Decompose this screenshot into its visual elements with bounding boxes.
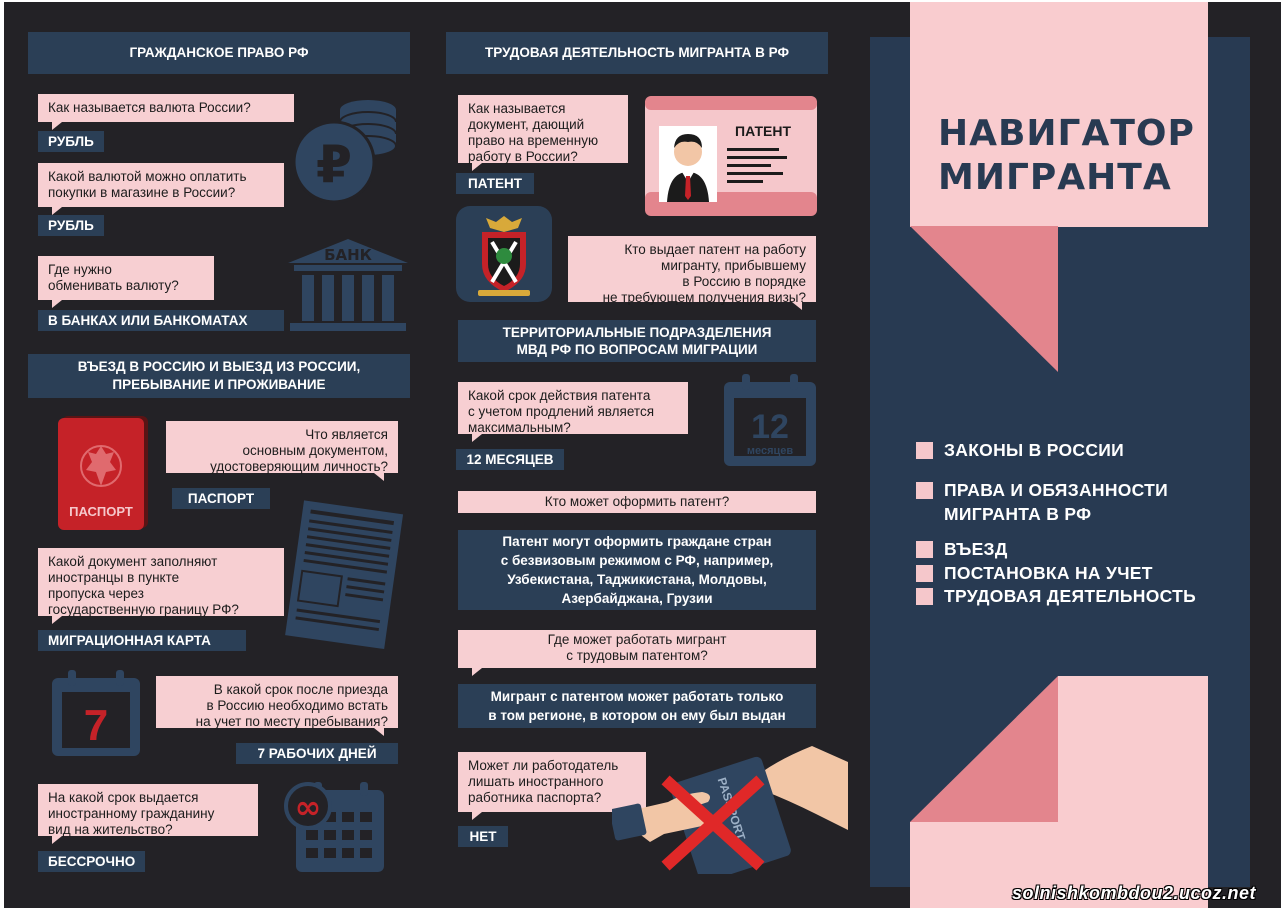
- question-bubble: [568, 236, 816, 305]
- answer-label: ПАТЕНТ: [456, 173, 534, 194]
- question-text-line: иностранцы в пункте: [48, 570, 180, 585]
- question-bubble: [38, 784, 258, 836]
- question-bubble: [38, 94, 294, 122]
- question-bubble: [458, 630, 816, 668]
- question-text-line: Как называется: [468, 101, 566, 116]
- question-text-line: документ, дающий: [468, 117, 585, 132]
- question-text-line: вид на жительство?: [48, 822, 173, 837]
- calendar-infinity-icon: [284, 778, 388, 876]
- question-text-line: На какой срок выдается: [48, 790, 199, 805]
- topic-label: ПРАВА И ОБЯЗАННОСТИ: [944, 480, 1169, 500]
- question-text-line: максимальным?: [468, 420, 571, 435]
- question-text-line: Какой документ заполняют: [48, 554, 218, 569]
- section-header-labor: [446, 32, 828, 74]
- answer-label: В БАНКАХ ИЛИ БАНКОМАТАХ: [38, 310, 284, 331]
- section-header-civil-law: [28, 32, 410, 74]
- cover-title-line: НАВИГАТОР: [938, 113, 1195, 154]
- watermark-text: solnishkombdou2.ucoz.net: [1012, 883, 1257, 903]
- question-bubble: [458, 95, 628, 163]
- topic-label: МИГРАНТА В РФ: [944, 504, 1092, 524]
- question-text-line: с трудовым патентом?: [566, 648, 708, 663]
- answer-block: [458, 530, 816, 610]
- cover-title: [938, 112, 1195, 200]
- question-bubble: [166, 421, 398, 473]
- topic-label: ПОСТАНОВКА НА УЧЕТ: [944, 563, 1153, 583]
- answer-label: РУБЛЬ: [38, 215, 104, 236]
- question-bubble: [458, 382, 688, 434]
- topic-bullet: [916, 442, 933, 459]
- question-text-line: работу в России?: [468, 149, 578, 164]
- question-text-line: основным документом,: [242, 443, 388, 458]
- question-bubble: [458, 491, 816, 513]
- answer-label: БЕССРОЧНО: [38, 851, 145, 872]
- cover-bottom-shape: [910, 676, 1210, 908]
- question-text-line: государственную границу РФ?: [48, 602, 239, 617]
- answer-label: НЕТ: [458, 826, 508, 847]
- mvd-emblem-icon: [456, 206, 552, 302]
- question-bubble: [38, 163, 284, 207]
- ruble-coins-icon: [294, 96, 406, 206]
- answer-text-line: МВД РФ ПО ВОПРОСАМ МИГРАЦИИ: [516, 342, 758, 357]
- answer-block: [458, 320, 816, 362]
- question-bubble: [38, 256, 214, 300]
- calendar-word: месяцев: [746, 445, 794, 457]
- answer-text-line: Узбекистана, Таджикистана, Молдовы,: [507, 572, 767, 587]
- answer-label: РУБЛЬ: [38, 131, 104, 152]
- svg-text:₽: ₽: [315, 135, 353, 195]
- topic-bullet: [916, 541, 933, 558]
- passport-icon: [58, 414, 150, 530]
- section-header-text: ПРЕБЫВАНИЕ И ПРОЖИВАНИЕ: [112, 377, 326, 392]
- bank-building-icon: [284, 237, 412, 333]
- cover-title-line: МИГРАНТА: [938, 157, 1172, 198]
- question-text-line: право на временную: [468, 133, 599, 148]
- answer-text-line: с безвизовым режимом с РФ, например,: [500, 553, 774, 568]
- calendar-number: 7: [83, 701, 109, 750]
- bank-sign-text: БАНК: [324, 246, 372, 264]
- question-text-line: работника паспорта?: [468, 790, 602, 805]
- answer-label: 12 МЕСЯЦЕВ: [456, 449, 564, 470]
- question-text-line: с учетом продлений является: [468, 404, 655, 419]
- answer-text-line: Азербайджана, Грузии: [561, 591, 713, 606]
- question-text-line: Где нужно: [48, 262, 112, 277]
- question-text-line: Кто выдает патент на работу: [624, 242, 806, 257]
- cover-pink-triangle-top: [910, 226, 1058, 372]
- question-text-line: Какой срок действия патента: [468, 388, 651, 403]
- question-text-line: В какой срок после приезда: [213, 682, 388, 697]
- migration-card-form-icon: [272, 496, 406, 654]
- answer-text-line: ТЕРРИТОРИАЛЬНЫЕ ПОДРАЗДЕЛЕНИЯ: [502, 325, 772, 340]
- topic-bullet: [916, 588, 933, 605]
- topic-bullet: [916, 482, 933, 499]
- topic-label: ТРУДОВАЯ ДЕЯТЕЛЬНОСТЬ: [944, 586, 1197, 606]
- question-text: Как называется валюта России?: [48, 100, 251, 115]
- question-text-line: Какой валютой можно оплатить: [48, 169, 247, 184]
- question-text-line: иностранному гражданину: [48, 806, 215, 821]
- question-bubble: [38, 548, 284, 616]
- calendar-twelve-months-icon: [722, 372, 818, 468]
- answer-text-line: в том регионе, в котором он ему был выдан: [488, 708, 786, 723]
- question-text-line: пропуска через: [48, 586, 144, 601]
- patent-card-title: ПАТЕНТ: [735, 123, 792, 139]
- section-header-text: ВЪЕЗД В РОССИЮ И ВЫЕЗД ИЗ РОССИИ,: [77, 359, 361, 374]
- question-text-line: мигранту, прибывшему: [661, 258, 806, 273]
- answer-block: [458, 684, 816, 728]
- topic-bullet: [916, 565, 933, 582]
- question-text-line: на учет по месту пребывания?: [195, 714, 388, 729]
- question-text-line: покупки в магазине в России?: [48, 185, 236, 200]
- answer-label: МИГРАЦИОННАЯ КАРТА: [38, 630, 246, 651]
- question-text-line: лишать иностранного: [468, 774, 604, 789]
- question-text-line: Где может работать мигрант: [547, 632, 727, 647]
- calendar-number: 12: [751, 408, 789, 446]
- question-text-line: в Россию необходимо встать: [206, 698, 388, 713]
- question-text-line: обменивать валюту?: [48, 278, 179, 293]
- answer-text-line: Патент могут оформить граждане стран: [502, 534, 772, 549]
- question-text-line: Может ли работодатель: [468, 758, 619, 773]
- topic-label: ВЪЕЗД: [944, 539, 1008, 559]
- answer-text-line: Мигрант с патентом может работать только: [490, 689, 784, 704]
- question-text-line: удостоверяющим личность?: [210, 459, 388, 474]
- patent-card-icon: [645, 96, 817, 216]
- infinity-symbol: ∞: [294, 788, 322, 826]
- question-text-line: не требующем получения визы?: [602, 290, 806, 305]
- passport-prohibited-icon: [612, 744, 850, 874]
- section-header-entry: [28, 354, 410, 398]
- calendar-seven-days-icon: [50, 668, 142, 760]
- question-text: Кто может оформить патент?: [544, 494, 730, 509]
- question-text-line: Что является: [305, 427, 388, 442]
- section-header-text: ТРУДОВАЯ ДЕЯТЕЛЬНОСТЬ МИГРАНТА В РФ: [485, 45, 789, 60]
- question-text-line: в Россию в порядке: [682, 274, 806, 289]
- answer-label: ПАСПОРТ: [172, 488, 270, 509]
- topic-label: ЗАКОНЫ В РОССИИ: [944, 440, 1125, 460]
- question-bubble: [156, 676, 398, 728]
- answer-label: 7 РАБОЧИХ ДНЕЙ: [236, 743, 398, 764]
- passport-cover-text: ПАСПОРТ: [69, 504, 133, 519]
- section-header-text: ГРАЖДАНСКОЕ ПРАВО РФ: [129, 45, 309, 60]
